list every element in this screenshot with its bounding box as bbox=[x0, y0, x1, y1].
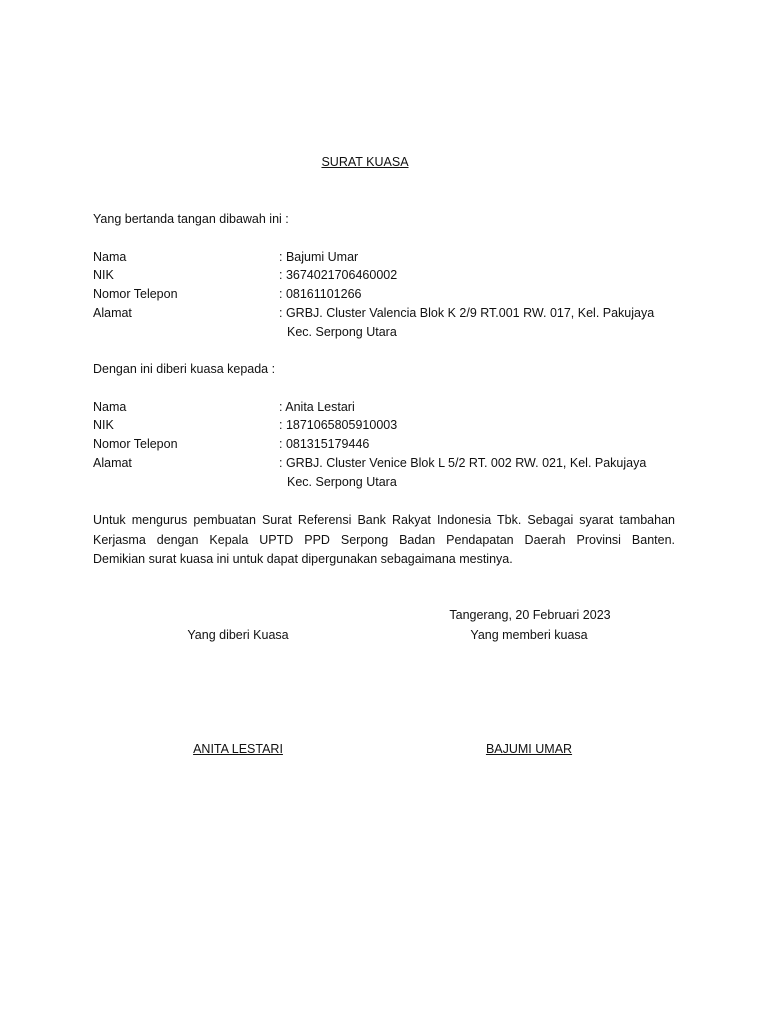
grantor-name-label: Nama bbox=[93, 250, 127, 264]
grantor-nik-label: NIK bbox=[93, 268, 114, 282]
signature-left-caption: Yang diberi Kuasa bbox=[187, 628, 289, 642]
grantor-nik-value: : 3674021706460002 bbox=[279, 268, 398, 282]
body-line: Untuk mengurus pembuatan Surat Referensi Bank Rakyat Indonesia Tbk. Sebagai syarat tambahan bbox=[93, 513, 675, 527]
grantee-nik-value: : 1871065805910003 bbox=[279, 418, 398, 432]
grantor-address-line1: : GRBJ. Cluster Valencia Blok K 2/9 RT.001 RW. 017, Kel. Pakujaya bbox=[279, 306, 655, 320]
grantee-name-label: Nama bbox=[93, 400, 127, 414]
grantee-address-line1: : GRBJ. Cluster Venice Blok L 5/2 RT. 002 RW. 021, Kel. Pakujaya bbox=[279, 456, 647, 470]
body-line: Demikian surat kuasa ini untuk dapat dipergunakan sebagaimana mestinya. bbox=[93, 552, 513, 566]
grantee-nik-label: NIK bbox=[93, 418, 114, 432]
grantor-address-label: Alamat bbox=[93, 306, 132, 320]
signature-right-caption: Yang memberi kuasa bbox=[470, 628, 588, 642]
grantee-address-label: Alamat bbox=[93, 456, 132, 470]
grantor-name-value: : Bajumi Umar bbox=[279, 250, 359, 264]
body-paragraph bbox=[93, 511, 675, 570]
grantor-address-line2: Kec. Serpong Utara bbox=[287, 325, 397, 339]
grantee-phone-value: : 081315179446 bbox=[279, 437, 370, 451]
place-date: Tangerang, 20 Februari 2023 bbox=[449, 608, 611, 622]
grant-intro-text: Dengan ini diberi kuasa kepada : bbox=[93, 362, 276, 376]
body-line: Kerjasma dengan Kepala UPTD PPD Serpong Badan Pendapatan Daerah Provinsi Banten. bbox=[93, 532, 675, 547]
document-title: SURAT KUASA bbox=[321, 155, 409, 169]
signature-left-name: ANITA LESTARI bbox=[193, 742, 283, 756]
signature-right-name: BAJUMI UMAR bbox=[485, 742, 573, 756]
grantee-address-line2: Kec. Serpong Utara bbox=[287, 475, 397, 489]
grantee-name-value: : Anita Lestari bbox=[279, 400, 355, 414]
grantor-phone-label: Nomor Telepon bbox=[93, 287, 178, 301]
grantee-phone-label: Nomor Telepon bbox=[93, 437, 178, 451]
grantor-phone-value: : 08161101266 bbox=[279, 287, 362, 301]
intro-text: Yang bertanda tangan dibawah ini : bbox=[93, 212, 289, 226]
